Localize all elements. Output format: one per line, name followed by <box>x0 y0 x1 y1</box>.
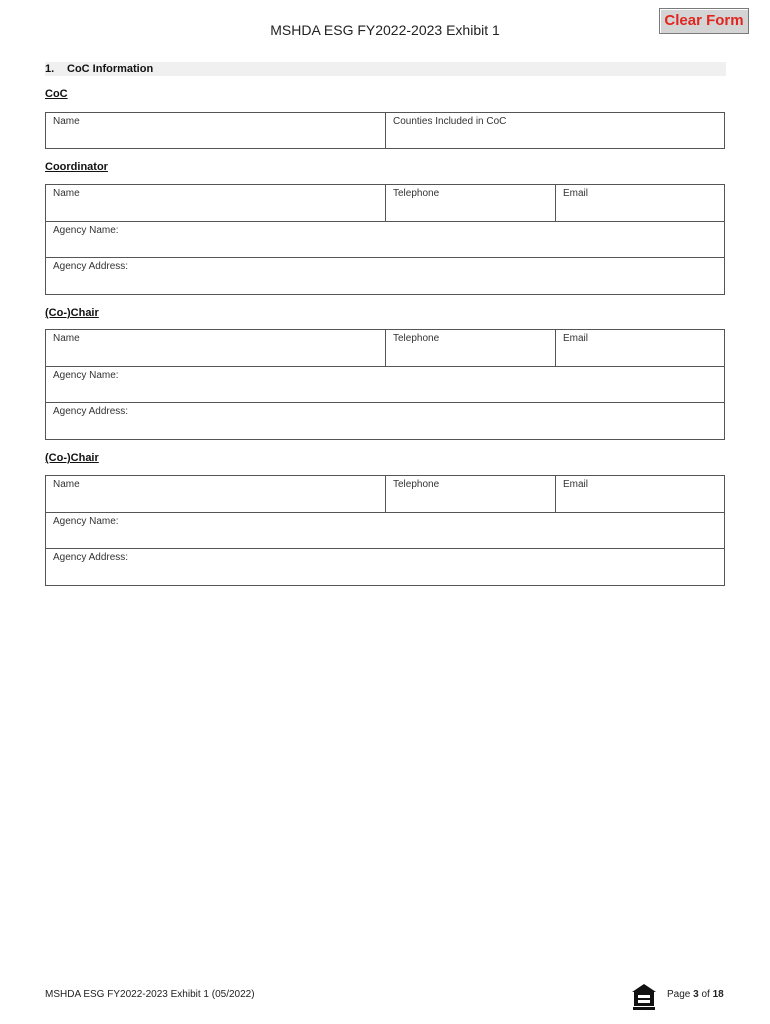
coc-name-cell <box>46 113 386 148</box>
cochair-1-agency-name-label: Agency Name: <box>53 370 119 381</box>
cochair-2-agency-address-cell <box>46 549 724 585</box>
coordinator-table <box>45 184 725 295</box>
coordinator-agency-address-field[interactable] <box>52 273 718 291</box>
coordinator-agency-address-label: Agency Address: <box>53 261 129 272</box>
cochair-1-email-field[interactable] <box>562 345 718 363</box>
section-header <box>45 62 726 76</box>
cochair-2-table <box>45 475 725 586</box>
section-number: 1. <box>45 63 55 75</box>
cochair-1-telephone-field[interactable] <box>392 345 549 363</box>
coordinator-agency-address-cell <box>46 258 724 294</box>
coordinator-email-field[interactable] <box>562 200 718 218</box>
coc-heading: CoC <box>45 88 68 100</box>
cochair-2-telephone-label: Telephone <box>393 479 440 490</box>
coc-counties-field[interactable] <box>392 127 718 145</box>
cochair-1-telephone-cell <box>386 330 556 366</box>
cochair-2-name-cell <box>46 476 386 512</box>
coordinator-email-cell <box>556 185 724 221</box>
coordinator-agency-name-field[interactable] <box>52 236 718 254</box>
cochair-1-agency-name-cell <box>46 367 724 402</box>
cochair-1-agency-address-field[interactable] <box>52 418 718 436</box>
cochair-2-telephone-cell <box>386 476 556 512</box>
footer-form-id: MSHDA ESG FY2022-2023 Exhibit 1 (05/2022) <box>45 989 255 1000</box>
cochair-2-name-label: Name <box>53 479 80 490</box>
coc-name-label: Name <box>53 116 80 127</box>
cochair-2-name-field[interactable] <box>52 491 379 509</box>
cochair-1-email-cell <box>556 330 724 366</box>
cochair-1-table <box>45 329 725 440</box>
cochair-1-agency-address-cell <box>46 403 724 439</box>
coordinator-name-cell <box>46 185 386 221</box>
clear-form-button[interactable]: Clear Form <box>659 8 749 34</box>
coordinator-telephone-cell <box>386 185 556 221</box>
equal-housing-opportunity-icon <box>631 983 657 1011</box>
document-title: MSHDA ESG FY2022-2023 Exhibit 1 <box>270 22 500 38</box>
cochair-2-agency-address-field[interactable] <box>52 564 718 582</box>
page-total: 18 <box>712 989 724 1000</box>
coc-counties-label: Counties Included in CoC <box>393 116 507 127</box>
cochair-2-telephone-field[interactable] <box>392 491 549 509</box>
coc-name-field[interactable] <box>52 127 379 145</box>
section-title: CoC Information <box>67 63 154 75</box>
page-prefix: Page <box>667 989 694 1000</box>
coordinator-agency-name-cell <box>46 222 724 257</box>
page-current: 3 <box>693 989 699 1000</box>
page-number <box>667 989 724 1000</box>
cochair-1-agency-address-label: Agency Address: <box>53 406 129 417</box>
cochair-1-heading: (Co-)Chair <box>45 307 99 319</box>
cochair-1-email-label: Email <box>563 333 589 344</box>
cochair-2-agency-name-label: Agency Name: <box>53 516 119 527</box>
cochair-2-heading: (Co-)Chair <box>45 452 99 464</box>
cochair-2-agency-name-cell <box>46 513 724 548</box>
cochair-2-email-field[interactable] <box>562 491 718 509</box>
cochair-1-name-cell <box>46 330 386 366</box>
cochair-2-email-label: Email <box>563 479 589 490</box>
cochair-1-name-label: Name <box>53 333 80 344</box>
coordinator-name-field[interactable] <box>52 200 379 218</box>
coordinator-email-label: Email <box>563 188 589 199</box>
coordinator-name-label: Name <box>53 188 80 199</box>
coordinator-telephone-label: Telephone <box>393 188 440 199</box>
cochair-2-agency-address-label: Agency Address: <box>53 552 129 563</box>
cochair-2-email-cell <box>556 476 724 512</box>
coc-counties-cell <box>386 113 724 148</box>
cochair-1-name-field[interactable] <box>52 345 379 363</box>
coordinator-telephone-field[interactable] <box>392 200 549 218</box>
coordinator-agency-name-label: Agency Name: <box>53 225 119 236</box>
page-of: of <box>698 989 713 1000</box>
cochair-1-telephone-label: Telephone <box>393 333 440 344</box>
cochair-2-agency-name-field[interactable] <box>52 527 718 545</box>
cochair-1-agency-name-field[interactable] <box>52 381 718 399</box>
coordinator-heading: Coordinator <box>45 161 108 173</box>
coc-table <box>45 112 725 149</box>
